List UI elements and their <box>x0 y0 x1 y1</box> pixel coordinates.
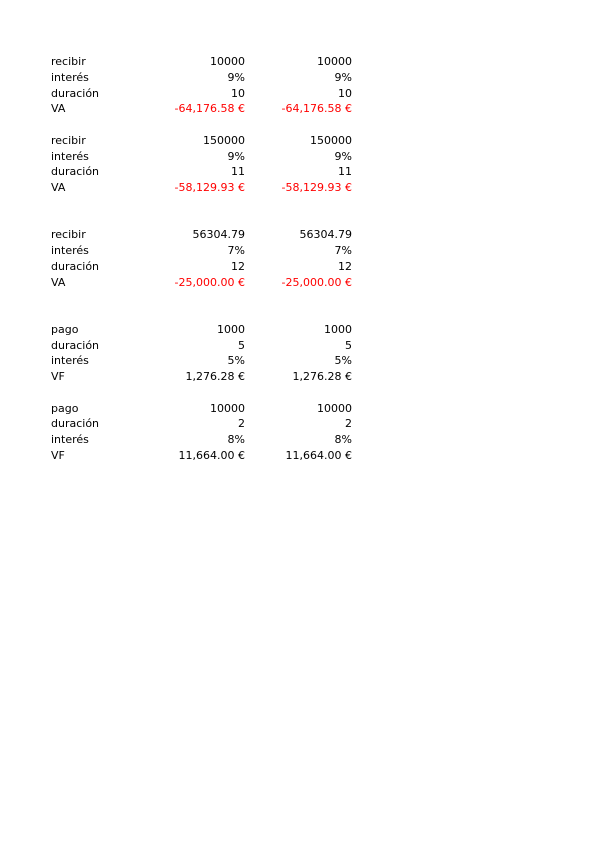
row-label: VA <box>51 102 66 116</box>
table-row <box>51 275 361 291</box>
value-cell-2: 11,664.00 € <box>285 448 352 462</box>
row-label: duración <box>51 165 100 179</box>
spreadsheet-page <box>51 54 361 464</box>
value-cell-1: -58,129.93 € <box>174 181 245 194</box>
row-label: interés <box>51 354 89 368</box>
value-cell-2: 5% <box>334 354 352 368</box>
row-label: VF <box>51 448 65 462</box>
table-row <box>51 164 361 180</box>
table-row <box>51 86 361 102</box>
value-cell-1: -64,176.58 € <box>174 102 245 116</box>
value-cell-2: 2 <box>345 417 352 431</box>
row-label: interés <box>51 70 89 84</box>
value-cell-2: 5 <box>345 338 352 352</box>
table-row <box>51 416 361 432</box>
table-block-va-3 <box>51 227 361 290</box>
spacer-row <box>51 290 361 322</box>
value-cell-1: 1000 <box>217 322 245 336</box>
value-cell-2: 10 <box>338 86 352 100</box>
row-label: recibir <box>51 228 86 242</box>
row-label: interés <box>51 433 89 446</box>
value-cell-2: 1,276.28 € <box>292 370 352 383</box>
value-cell-2: 7% <box>334 244 352 257</box>
spacer-row <box>51 117 361 133</box>
row-label: VA <box>51 181 66 194</box>
value-cell-2: 11 <box>338 165 352 179</box>
spacer-row <box>51 385 361 401</box>
row-label: pago <box>51 322 79 336</box>
table-row <box>51 180 361 196</box>
value-cell-1: 10000 <box>210 55 245 68</box>
value-cell-1: 150000 <box>203 133 245 147</box>
value-cell-1: 5 <box>238 338 245 352</box>
value-cell-1: 9% <box>227 70 245 84</box>
value-cell-2: 9% <box>334 70 352 84</box>
value-cell-1: 1,276.28 € <box>185 370 245 383</box>
row-label: duración <box>51 86 100 100</box>
table-row <box>51 338 361 354</box>
value-cell-1: 2 <box>238 417 245 431</box>
table-row <box>51 322 361 338</box>
table-row <box>51 149 361 165</box>
value-cell-2: 9% <box>334 149 352 163</box>
value-cell-1: 56304.79 <box>192 228 245 242</box>
value-cell-2: 8% <box>334 433 352 446</box>
value-cell-1: 11 <box>231 165 245 179</box>
table-row <box>51 259 361 275</box>
value-cell-1: -25,000.00 € <box>174 275 245 289</box>
value-cell-1: 12 <box>231 259 245 273</box>
row-label: duración <box>51 417 100 431</box>
value-cell-1: 7% <box>227 244 245 257</box>
value-cell-2: 12 <box>338 259 352 273</box>
table-block-va-1 <box>51 54 361 117</box>
table-row <box>51 369 361 385</box>
row-label: interés <box>51 149 89 163</box>
table-row <box>51 227 361 243</box>
value-cell-2: 1000 <box>324 322 352 336</box>
table-row <box>51 54 361 70</box>
value-cell-1: 10 <box>231 86 245 100</box>
table-row <box>51 432 361 448</box>
spacer-row <box>51 196 361 228</box>
value-cell-2: 56304.79 <box>299 228 352 242</box>
table-row <box>51 243 361 259</box>
row-label: duración <box>51 338 100 352</box>
value-cell-1: 5% <box>227 354 245 368</box>
value-cell-2: 10000 <box>317 55 352 68</box>
row-label: VA <box>51 275 66 289</box>
table-block-va-2 <box>51 133 361 196</box>
value-cell-1: 10000 <box>210 401 245 415</box>
row-label: recibir <box>51 55 86 68</box>
row-label: interés <box>51 244 89 257</box>
table-row <box>51 448 361 464</box>
table-row <box>51 401 361 417</box>
value-cell-1: 8% <box>227 433 245 446</box>
value-cell-2: -64,176.58 € <box>281 102 352 116</box>
table-row <box>51 133 361 149</box>
table-row <box>51 70 361 86</box>
table-row <box>51 353 361 369</box>
value-cell-2: 150000 <box>310 133 352 147</box>
value-cell-1: 11,664.00 € <box>178 448 245 462</box>
row-label: recibir <box>51 133 86 147</box>
row-label: duración <box>51 259 100 273</box>
table-block-vf-1 <box>51 322 361 385</box>
row-label: pago <box>51 401 79 415</box>
value-cell-2: -58,129.93 € <box>281 181 352 194</box>
value-cell-2: 10000 <box>317 401 352 415</box>
table-row <box>51 101 361 117</box>
table-block-vf-2 <box>51 401 361 464</box>
row-label: VF <box>51 370 65 383</box>
value-cell-1: 9% <box>227 149 245 163</box>
value-cell-2: -25,000.00 € <box>281 275 352 289</box>
